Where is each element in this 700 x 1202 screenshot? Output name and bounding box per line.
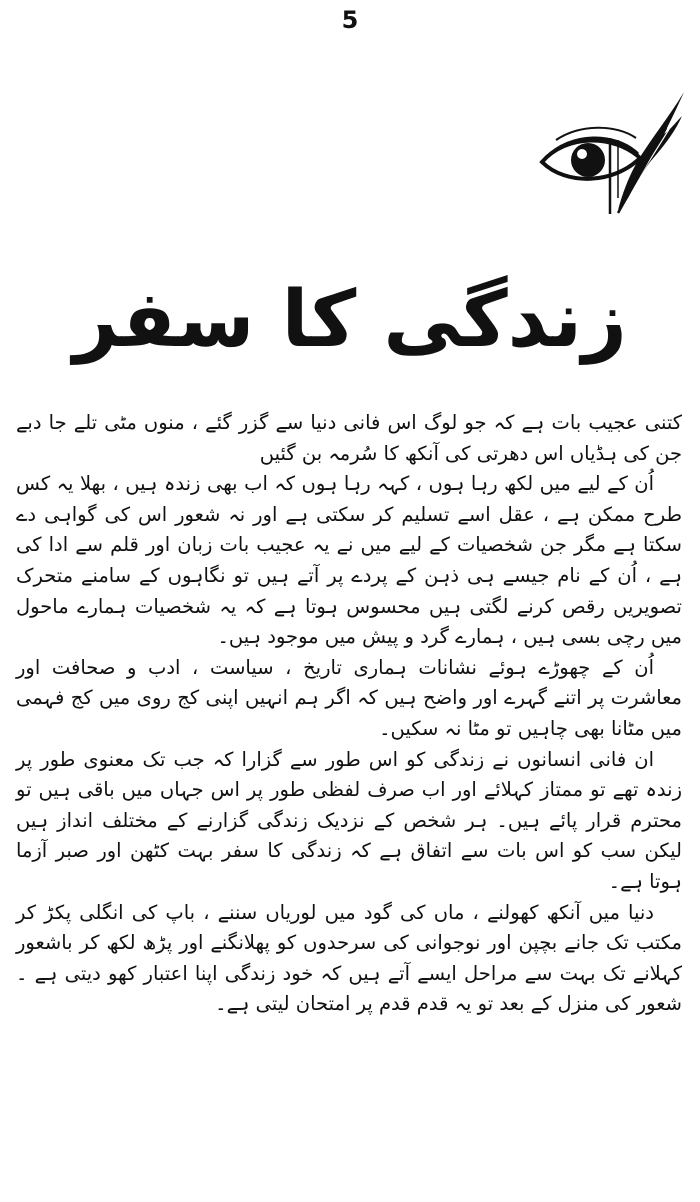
paragraph-5: دنیا میں آنکھ کھولنے ، ماں کی گود میں لوریاں سننے ، باپ کی انگلی پکڑ کر مکتب تک جانے بچپن اور نوجوانی کی سرحدوں کو پھلانگنے اور پڑھ لکھ کر باشعور کہلانے تک بہت سے مراحل ایسے آتے ہیں کہ خود زندگی اپنا اعتبار کھو دیتی ہے ۔ شعور کی منزل کے بعد تو یہ قدم قدم پر امتحان لیتی ہے۔ — [16, 900, 682, 1016]
paragraph-2: اُن کے لیے میں لکھ رہا ہوں ، کہہ رہا ہوں کہ اب بھی زندہ ہیں ، بھلا یہ کس طرح ممکن ہے ، عقل اسے تسلیم کر سکتی ہے اور نہ شعور اس کی گواہی دے سکتا ہے مگر جن شخصیات کے لیے میں نے یہ عجیب بات زبان اور قلم سے ادا کی ہے ، اُن کے نام جیسے ہی ذہن کے پردے پر آتے ہیں تو نگاہوں کے سامنے متحرک تصویریں رقص کرنے لگتی ہیں محسوس ہوتا ہے کہ یہ شخصیات ہمارے ماحول میں رچی بسی ہیں ، ہمارے گرد و پیش میں موجود ہیں۔ — [16, 472, 682, 649]
page-number: 5 — [341, 6, 359, 34]
chapter-title: زندگی کا سفر — [73, 275, 627, 365]
paragraph-1: کتنی عجیب بات ہے کہ جو لوگ اس فانی دنیا سے گزر گئے ، منوں مٹی تلے جا دبے جن کی ہڈیاں اس دھرتی کی آنکھ کا سُرمہ بن گئیں — [16, 411, 682, 465]
paragraph-3: اُن کے چھوڑے ہوئے نشانات ہماری تاریخ ، سیاست ، ادب و صحافت اور معاشرت پر اتنے گہرے اور واضح ہیں کہ اگر ہم انہیں اپنی کج روی میں کج فہمی میں مٹانا بھی چاہیں تو مٹا نہ سکیں۔ — [16, 655, 682, 740]
eye-quill-icon — [536, 88, 686, 218]
body-text — [16, 408, 682, 1020]
paragraph-4: ان فانی انسانوں نے زندگی کو اس طور سے گزارا کہ جب تک معنوی طور پر زندہ تھے تو ممتاز کہلائے اور اب صرف لفظی طور پر اس جہاں میں باقی ہیں تو محترم قرار پائے ہیں۔ ہر شخص کے نزدیک زندگی گزارنے کے مختلف انداز ہیں لیکن سب کو اس بات سے اتفاق ہے کہ زندگی کا سفر بہت کٹھن اور صبر آزما ہوتا ہے۔ — [16, 747, 682, 893]
